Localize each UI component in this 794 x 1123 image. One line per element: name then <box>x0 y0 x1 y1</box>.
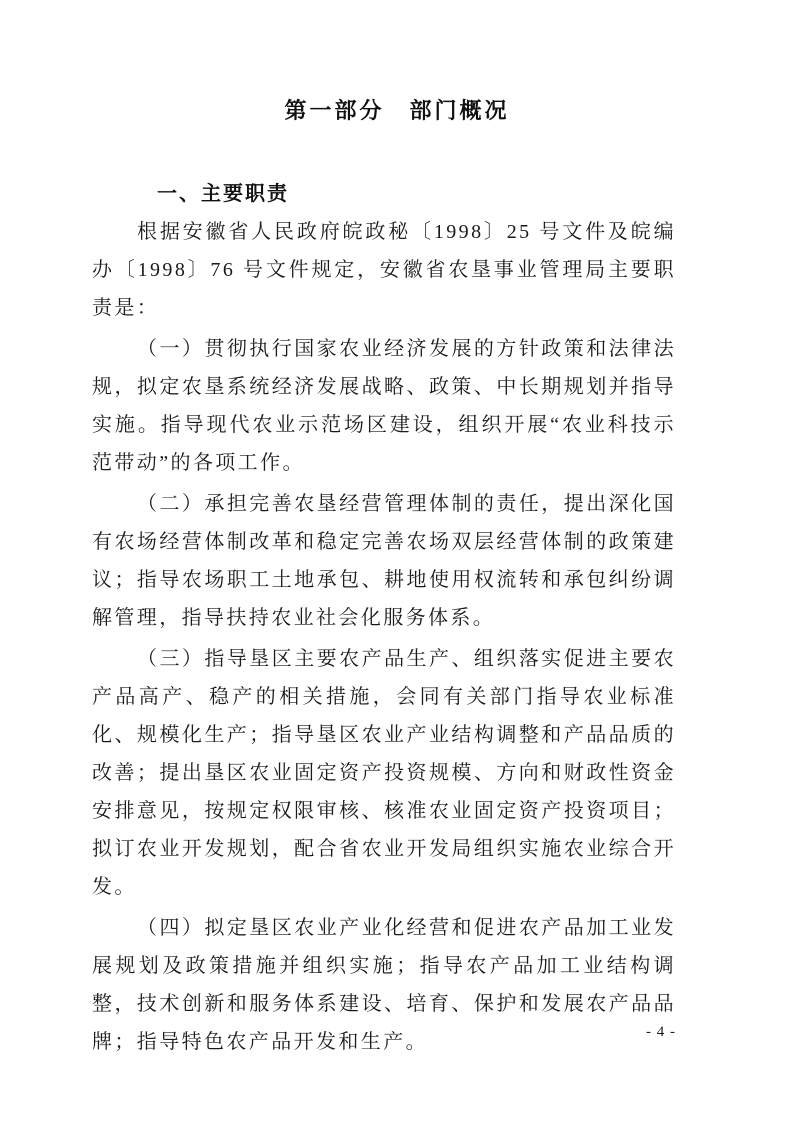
document-body <box>0 175 794 1061</box>
paragraph-intro: 根据安徽省人民政府皖政秘〔1998〕25 号文件及皖编办〔1998〕76 号文件规定，安徽省农垦事业管理局主要职责是： <box>92 221 676 319</box>
paragraph-duty-1: （一）贯彻执行国家农业经济发展的方针政策和法律法规，拟定农垦系统经济发展战略、政策、中长期规划并指导实施。指导现代农业示范场区建设，组织开展“农业科技示范带动”的各项工作。 <box>92 338 676 474</box>
document-title: 第一部分 部门概况 <box>284 98 510 123</box>
paragraph-duty-4: （四）拟定垦区农业产业化经营和促进农产品加工业发展规划及政策措施并组织实施；指导农产品加工业结构调整，技术创新和服务体系建设、培育、保护和发展农产品品牌；指导特色农产品开发和生产。 <box>92 917 676 1053</box>
paragraph-duty-2: （二）承担完善农垦经营管理体制的责任，提出深化国有农场经营体制改革和稳定完善农场双层经营体制的政策建议；指导农场职工土地承包、耕地使用权流转和承包纠纷调解管理，指导扶持农业社会化服务体系。 <box>92 493 676 629</box>
section-heading: 一、主要职责 <box>157 183 289 205</box>
page-number: - 4 - <box>646 1024 676 1040</box>
paragraph-duty-3: （三）指导垦区主要农产品生产、组织落实促进主要农产品高产、稳产的相关措施，会同有关部门指导农业标准化、规模化生产；指导垦区农业产业结构调整和产品品质的改善；提出垦区农业固定资产投资规模、方向和财政性资金安排意见，按规定权限审核、核准农业固定资产投资项目；拟订农业开发规划，配合省农业开发局组织实施农业综合开发。 <box>92 648 676 898</box>
